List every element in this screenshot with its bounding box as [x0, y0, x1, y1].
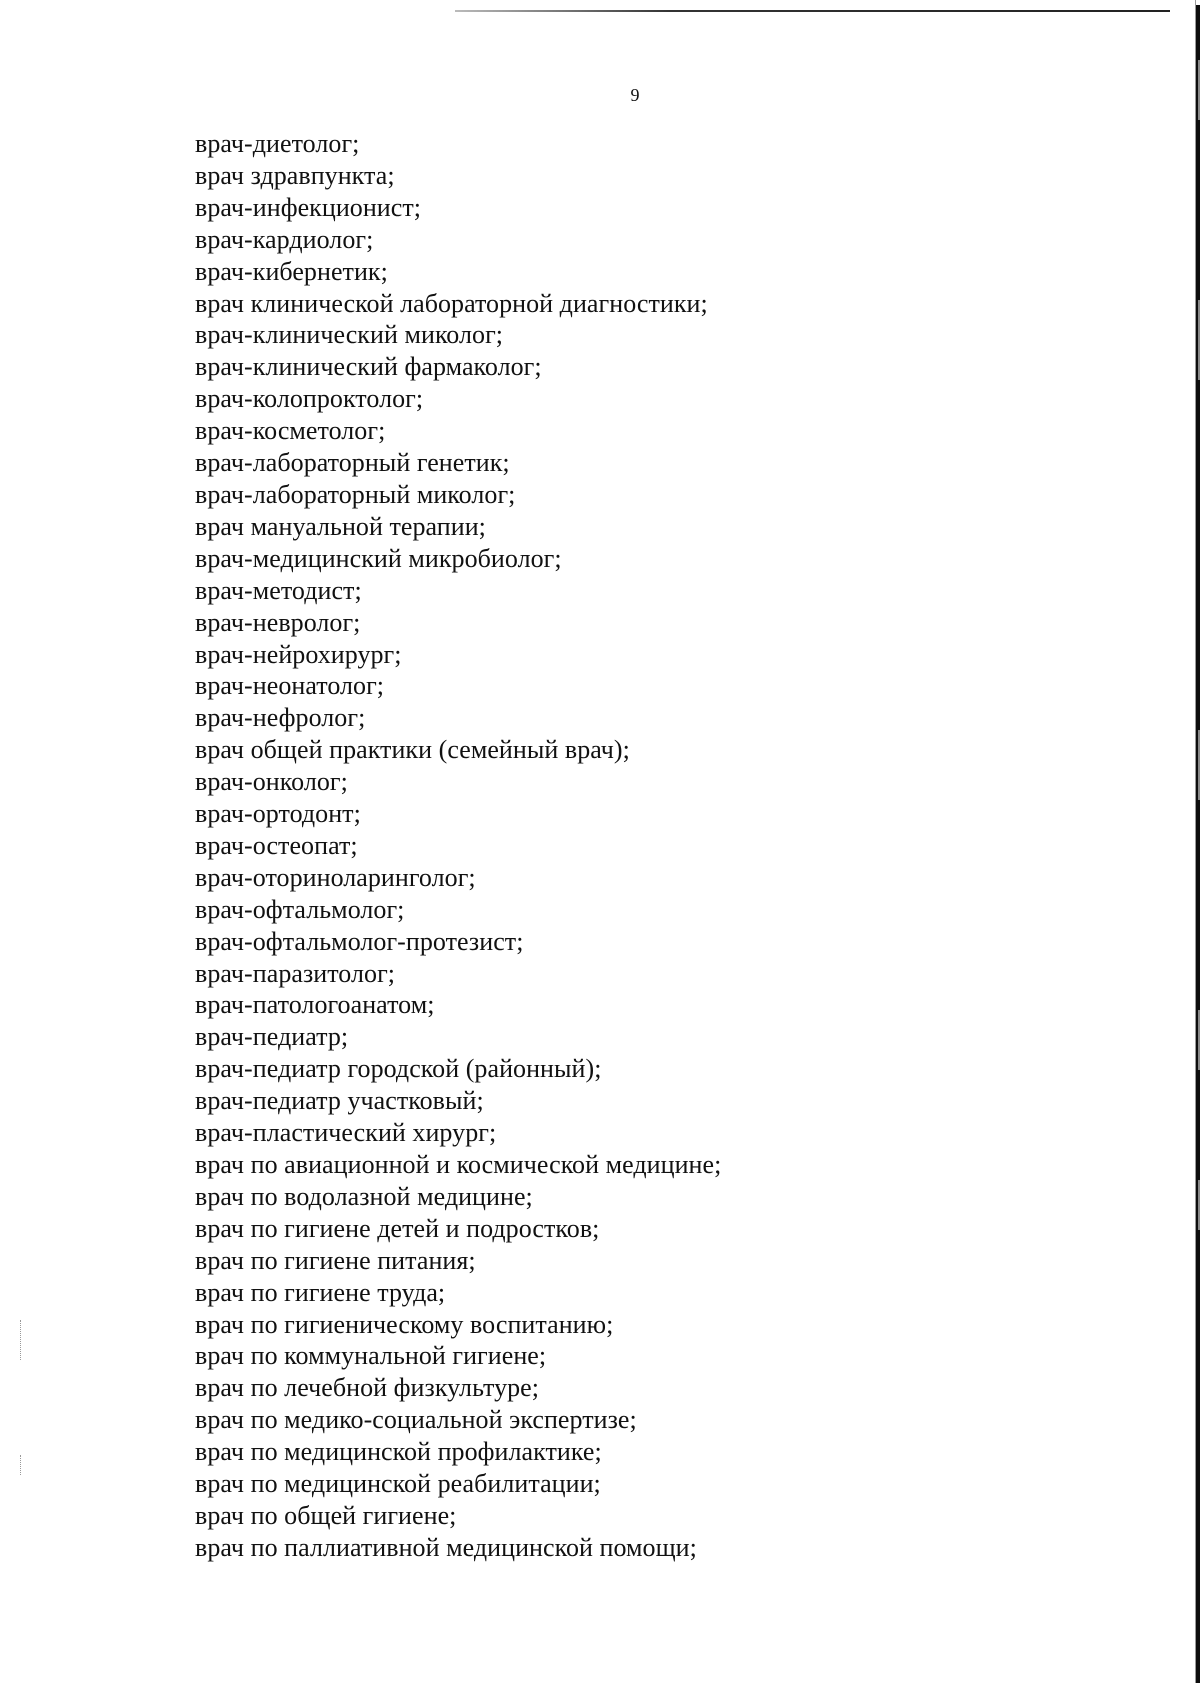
list-item: врач по водолазной медицине;: [195, 1181, 533, 1211]
binding-hole-marks: [20, 1320, 21, 1360]
list-item: врач-медицинский микробиолог;: [195, 543, 562, 573]
list-item: врач-педиатр участковый;: [195, 1086, 484, 1116]
list-item: врач по паллиативной медицинской помощи;: [195, 1532, 697, 1562]
page-number: 9: [630, 85, 640, 105]
list-item: врач-нефролог;: [195, 703, 366, 733]
list-item: врач-методист;: [195, 575, 362, 605]
list-item: врач-паразитолог;: [195, 958, 396, 988]
list-item: врач-лабораторный миколог;: [195, 479, 516, 509]
list-item: врач здравпункта;: [195, 160, 395, 190]
list-item: врач-клинический миколог;: [195, 320, 504, 350]
list-item: врач-клинический фармаколог;: [195, 352, 542, 382]
list-item: врач по авиационной и космической медицине;: [195, 1150, 722, 1179]
list-item: врач-офтальмолог-протезист;: [195, 926, 524, 956]
list-item: врач-невролог;: [195, 607, 361, 637]
list-item: врач-неонатолог;: [195, 671, 385, 701]
list-item: врач по гигиене труда;: [195, 1277, 446, 1307]
list-item: врач по гигиене детей и подростков;: [195, 1213, 600, 1243]
list-item: врач-пластический хирург;: [195, 1118, 497, 1148]
list-item: врач-педиатр городской (районный);: [195, 1054, 602, 1084]
list-item: врач-нейрохирург;: [195, 639, 402, 669]
list-item: врач-оториноларинголог;: [195, 862, 476, 892]
list-item: врач-офтальмолог;: [195, 894, 405, 924]
list-item: врач-колопроктолог;: [195, 384, 424, 414]
list-item: врач-ортодонт;: [195, 799, 361, 829]
list-item: врач клинической лабораторной диагностики;: [195, 288, 708, 318]
list-item: врач общей практики (семейный врач);: [195, 735, 630, 765]
specialty-list: [195, 128, 721, 1564]
scan-right-edge: [1196, 5, 1200, 1683]
list-item: врач по лечебной физкультуре;: [195, 1373, 540, 1403]
list-item: врач по гигиеническому воспитанию;: [195, 1309, 614, 1339]
list-item: врач мануальной терапии;: [195, 511, 486, 541]
scan-right-edge-shadow: [1195, 0, 1196, 1683]
list-item: врач-остеопат;: [195, 830, 358, 860]
list-item: врач по общей гигиене;: [195, 1500, 457, 1530]
list-item: врач по медицинской реабилитации;: [195, 1469, 601, 1499]
list-item: врач по коммунальной гигиене;: [195, 1341, 547, 1371]
list-item: врач-кардиолог;: [195, 224, 374, 254]
list-item: врач по гигиене питания;: [195, 1245, 476, 1275]
scan-top-edge: [455, 10, 1170, 12]
list-item: врач-педиатр;: [195, 1022, 349, 1052]
list-item: врач-диетолог;: [195, 129, 360, 158]
list-item: врач-онколог;: [195, 767, 348, 797]
list-item: врач-патологоанатом;: [195, 990, 435, 1020]
list-item: врач-кибернетик;: [195, 256, 388, 286]
list-item: врач-инфекционист;: [195, 192, 422, 222]
list-item: врач по медицинской профилактике;: [195, 1437, 602, 1467]
list-item: врач-лабораторный генетик;: [195, 448, 510, 478]
list-item: врач по медико-социальной экспертизе;: [195, 1405, 637, 1435]
list-item: врач-косметолог;: [195, 416, 386, 446]
binding-hole-marks: [20, 1455, 21, 1475]
